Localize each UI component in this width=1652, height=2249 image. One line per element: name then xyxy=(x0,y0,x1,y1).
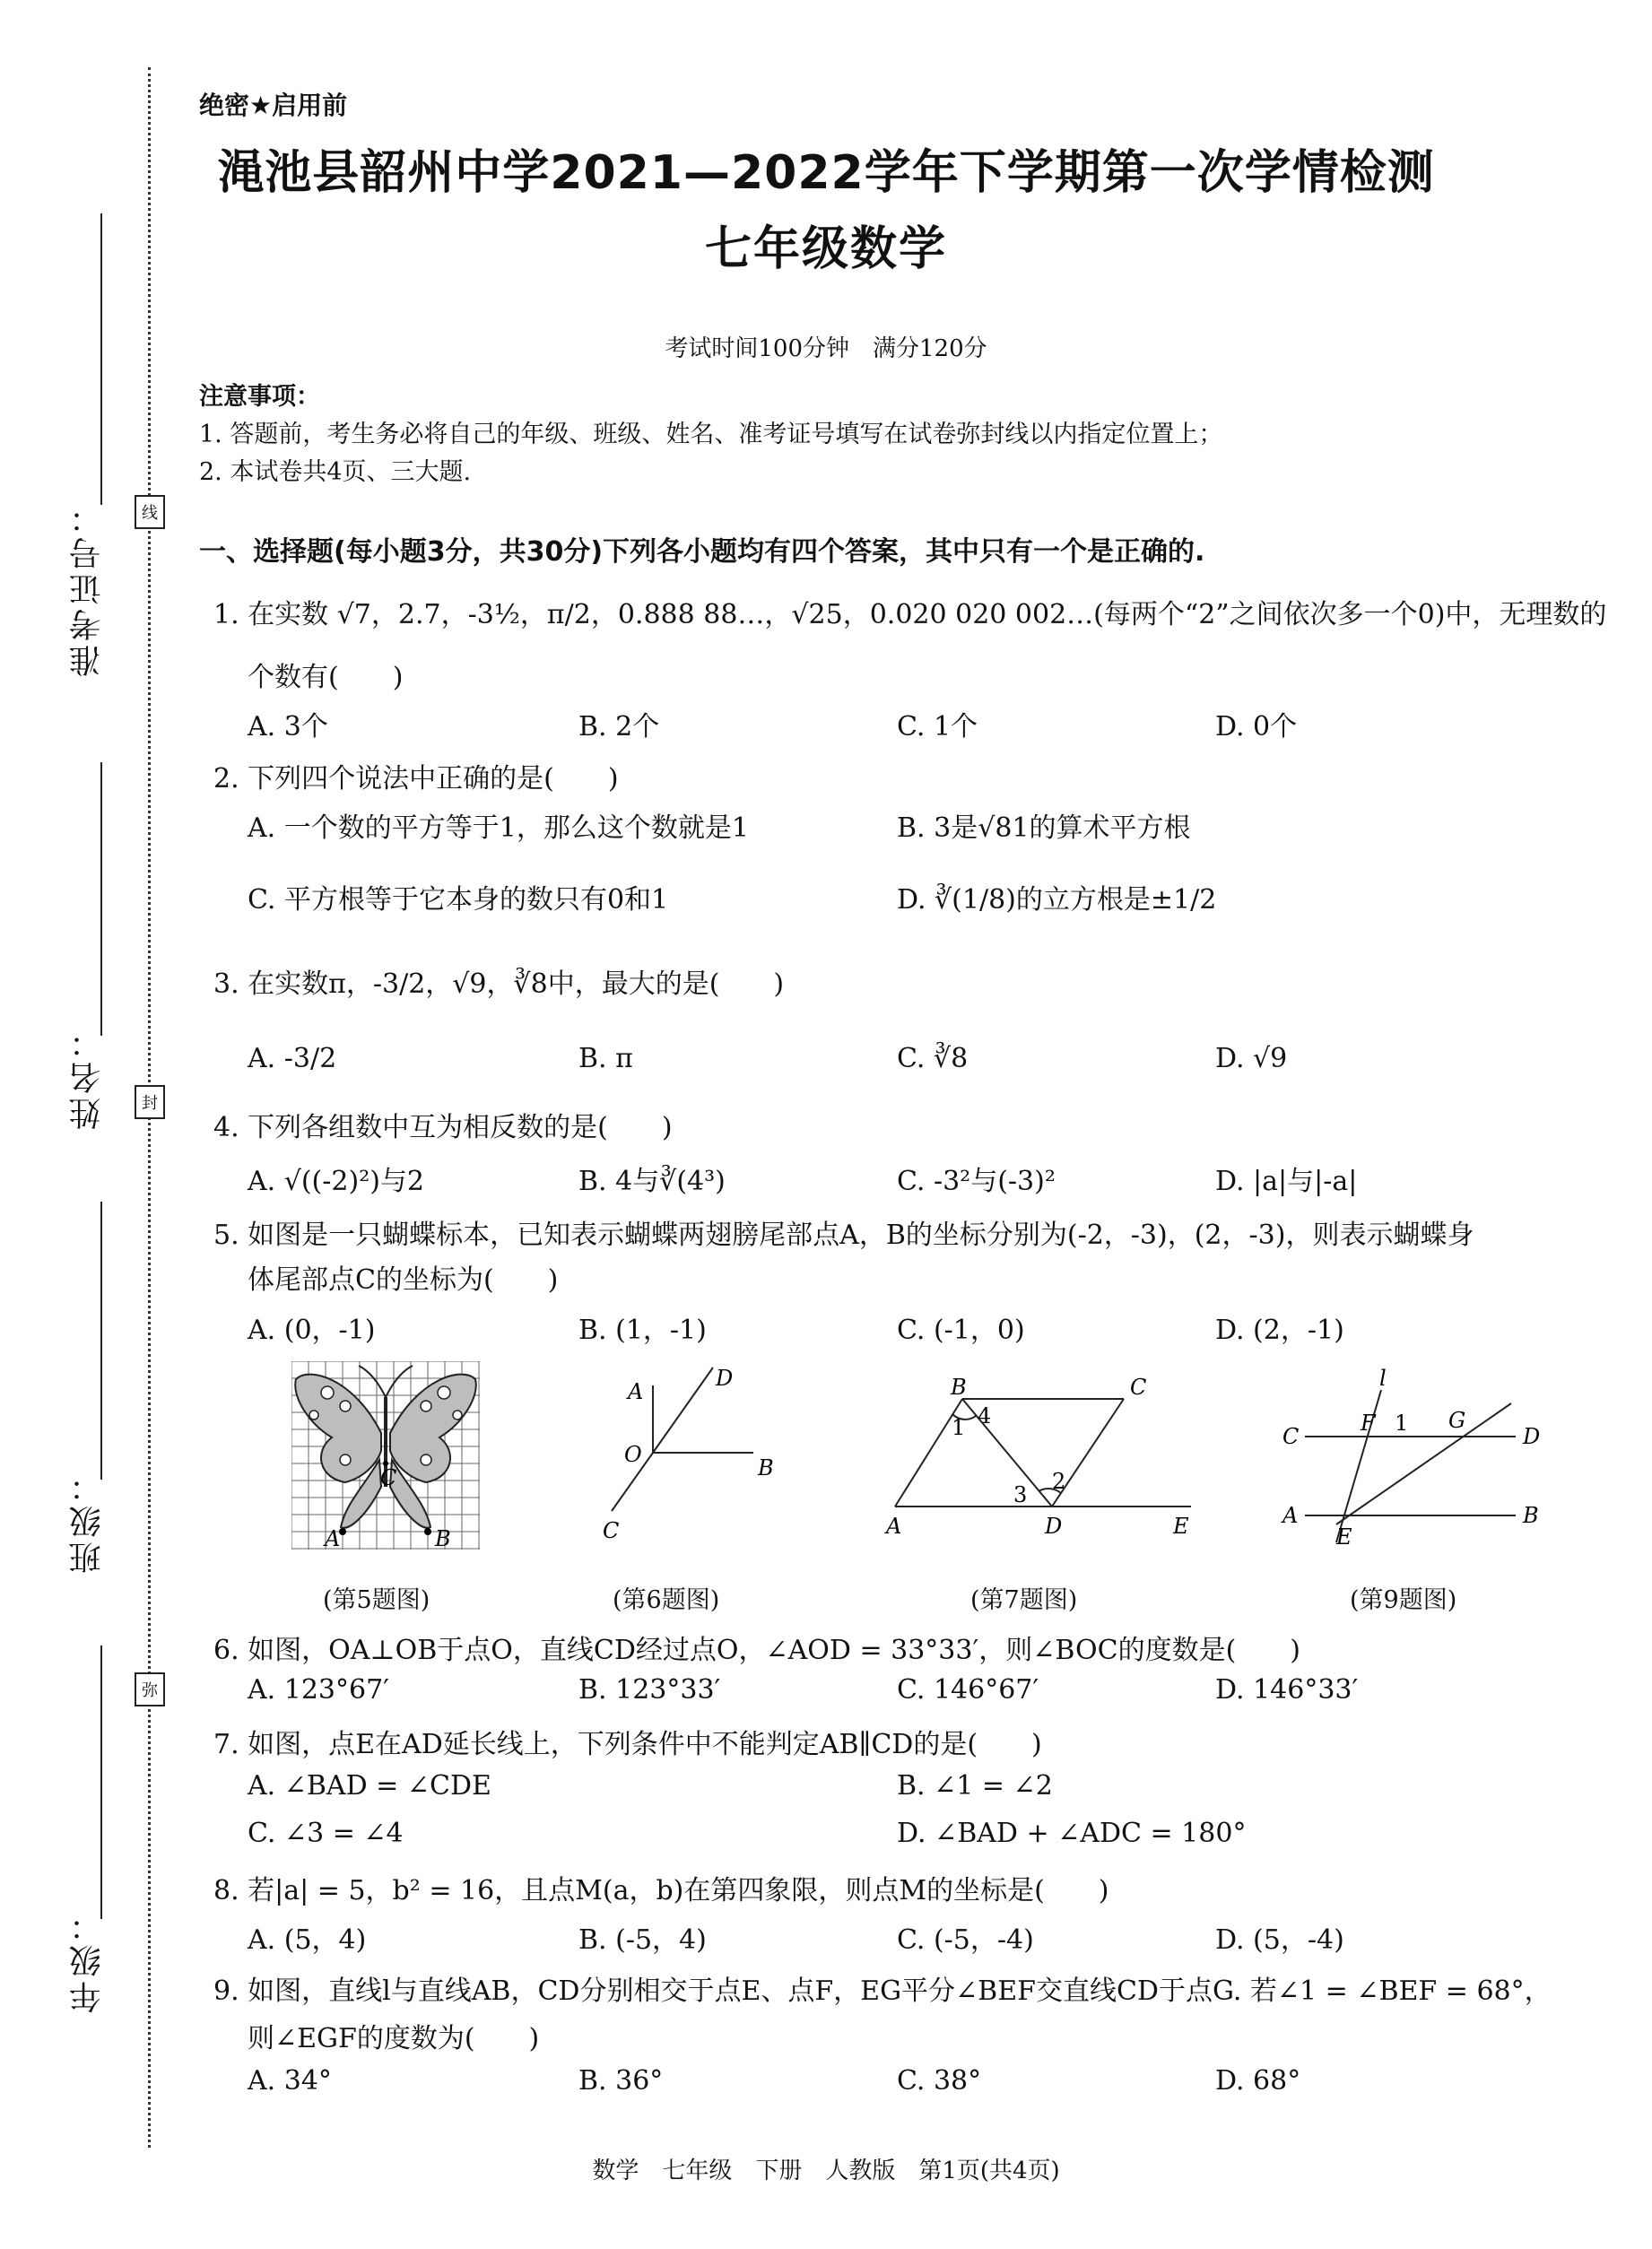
option-d[interactable]: D. |a|与|-a| xyxy=(1215,1166,1358,1197)
option-d[interactable]: D. (5，-4) xyxy=(1215,1924,1344,1956)
fig7-label: D xyxy=(1045,1514,1063,1539)
class-line[interactable] xyxy=(100,1202,102,1480)
fig7-label: 1 xyxy=(952,1415,966,1440)
fig9-label: A xyxy=(1282,1503,1299,1528)
fig9-label: l xyxy=(1379,1366,1387,1391)
page-footer: 数学 七年级 下册 人教版 第1页(共4页) xyxy=(592,2158,1060,2184)
option-b[interactable]: B. (-5，4) xyxy=(578,1924,707,1956)
option-b[interactable]: B. (1，-1) xyxy=(578,1315,707,1346)
question-stem: 8. 若|a| = 5，b² = 16，且点M(a，b)在第四象限，则点M的坐标是( ) xyxy=(213,1875,1109,1906)
option-c[interactable]: C. (-1，0) xyxy=(897,1315,1025,1346)
option-b[interactable]: B. 3是√81的算术平方根 xyxy=(897,812,1191,844)
question-stem: 个数有( ) xyxy=(248,662,404,693)
grade-line[interactable] xyxy=(100,1646,102,1919)
option-c[interactable]: C. 平方根等于它本身的数只有0和1 xyxy=(248,884,669,916)
question-stem: 体尾部点C的坐标为( ) xyxy=(248,1264,559,1296)
option-c[interactable]: C. 1个 xyxy=(897,711,978,742)
question-stem: 则∠EGF的度数为( ) xyxy=(248,2023,540,2054)
fig5-label: B xyxy=(435,1526,451,1550)
question-stem: 2. 下列四个说法中正确的是( ) xyxy=(213,763,619,795)
option-a[interactable]: A. 123°67′ xyxy=(248,1674,389,1706)
fig7-label: C xyxy=(1130,1375,1147,1400)
question-stem: 1. 在实数 √7，2.7，-3½，π/2，0.888 88…，√25，0.020 020 002…(每两个“2”之间依次多一个0)中，无理数的 xyxy=(213,599,1607,630)
name-line[interactable] xyxy=(100,762,102,1036)
option-a[interactable]: A. √((-2)²)与2 xyxy=(248,1166,425,1197)
fig7-label: 4 xyxy=(978,1403,992,1428)
fig7-label: E xyxy=(1173,1514,1189,1539)
fig7-label: A xyxy=(886,1514,902,1539)
exam-subtitle: 七年级数学 xyxy=(704,222,947,276)
option-a[interactable]: A. 34° xyxy=(248,2065,332,2097)
figure-7-caption: (第7题图) xyxy=(970,1586,1078,1614)
admission-no-label: 准考证号： xyxy=(69,498,106,677)
fig6-label: O xyxy=(624,1442,642,1467)
option-b[interactable]: B. 123°33′ xyxy=(578,1674,721,1706)
fig9-label: G xyxy=(1448,1408,1466,1433)
fig9-label: B xyxy=(1523,1503,1539,1528)
note-item: 1. 答题前，考生务必将自己的年级、班级、姓名、准考证号填写在试卷弥封线以内指定位置上； xyxy=(199,421,1223,448)
option-d[interactable]: D. ∛(1/8)的立方根是±1/2 xyxy=(897,884,1217,916)
question-stem: 7. 如图，点E在AD延长线上，下列条件中不能判定AB∥CD的是( ) xyxy=(213,1729,1042,1760)
question-stem: 4. 下列各组数中互为相反数的是( ) xyxy=(213,1112,673,1143)
fig6-label: B xyxy=(758,1455,774,1481)
fig9-label: D xyxy=(1523,1424,1541,1449)
grade-label: 年级： xyxy=(69,1906,106,2013)
class-label: 班级： xyxy=(69,1466,106,1574)
section1-heading: 一、选择题(每小题3分，共30分)下列各小题均有四个答案，其中只有一个是正确的. xyxy=(199,536,1205,568)
seal-mark-feng: 封 xyxy=(135,1085,165,1119)
option-d[interactable]: D. 0个 xyxy=(1215,711,1298,742)
fig9-label: 1 xyxy=(1395,1411,1409,1436)
secret-mark: 绝密★启用前 xyxy=(199,91,348,120)
figure-9-lines xyxy=(1274,1354,1561,1560)
fig6-label: C xyxy=(603,1518,620,1543)
question-stem: 9. 如图，直线l与直线AB，CD分别相交于点E、点F，EG平分∠BEF交直线CD于点G. 若∠1 = ∠BEF = 68°， xyxy=(213,1975,1552,2007)
option-c[interactable]: C. (-5，-4) xyxy=(897,1924,1034,1956)
option-c[interactable]: C. 38° xyxy=(897,2065,982,2097)
fig5-label: A xyxy=(325,1526,341,1550)
option-c[interactable]: C. -3²与(-3)² xyxy=(897,1166,1056,1197)
option-a[interactable]: A. 一个数的平方等于1，那么这个数就是1 xyxy=(248,812,749,844)
option-b[interactable]: B. 4与∛(4³) xyxy=(578,1166,726,1197)
fig5-label: C xyxy=(380,1465,397,1490)
notes-heading: 注意事项： xyxy=(199,383,320,411)
option-d[interactable]: D. ∠BAD + ∠ADC = 180° xyxy=(897,1818,1247,1849)
option-d[interactable]: D. √9 xyxy=(1215,1043,1288,1074)
option-b[interactable]: B. 2个 xyxy=(578,711,660,742)
figure-9-caption: (第9题图) xyxy=(1350,1586,1457,1614)
figure-6-lines xyxy=(592,1354,798,1560)
figure-5-caption: (第5题图) xyxy=(323,1586,430,1614)
name-label: 姓名： xyxy=(69,1022,106,1130)
fig7-label: 2 xyxy=(1052,1469,1066,1494)
option-c[interactable]: C. 146°67′ xyxy=(897,1674,1039,1706)
seal-mark-mi: 弥 xyxy=(135,1672,165,1706)
fig7-label: 3 xyxy=(1013,1482,1028,1507)
question-stem: 3. 在实数π，-3/2，√9，∛8中，最大的是( ) xyxy=(213,968,785,1000)
option-a[interactable]: A. -3/2 xyxy=(248,1043,337,1074)
exam-info: 考试时间100分钟 满分120分 xyxy=(665,335,987,362)
fig6-label: D xyxy=(716,1366,734,1391)
option-a[interactable]: A. (5，4) xyxy=(248,1924,367,1956)
option-b[interactable]: B. π xyxy=(578,1043,633,1074)
figure-7-parallelogram xyxy=(877,1368,1218,1547)
option-a[interactable]: A. ∠BAD = ∠CDE xyxy=(248,1770,491,1802)
question-stem: 6. 如图，OA⊥OB于点O，直线CD经过点O，∠AOD = 33°33′，则∠BOC的度数是( ) xyxy=(213,1635,1300,1666)
fig9-label: C xyxy=(1282,1424,1300,1449)
seal-mark-xian: 线 xyxy=(135,495,165,529)
fig7-label: B xyxy=(951,1375,967,1400)
option-d[interactable]: D. (2，-1) xyxy=(1215,1315,1344,1346)
option-b[interactable]: B. ∠1 = ∠2 xyxy=(897,1770,1053,1802)
option-d[interactable]: D. 146°33′ xyxy=(1215,1674,1359,1706)
exam-title: 渑池县韶州中学2021—2022学年下学期第一次学情检测 xyxy=(217,146,1435,200)
figure-6-caption: (第6题图) xyxy=(613,1586,720,1614)
fig6-label: A xyxy=(628,1379,644,1404)
option-b[interactable]: B. 36° xyxy=(578,2065,664,2097)
option-a[interactable]: A. (0，-1) xyxy=(248,1315,376,1346)
option-d[interactable]: D. 68° xyxy=(1215,2065,1301,2097)
fig9-label: F xyxy=(1361,1411,1376,1436)
option-a[interactable]: A. 3个 xyxy=(248,711,328,742)
fig9-label: E xyxy=(1336,1524,1352,1550)
option-c[interactable]: C. ∠3 = ∠4 xyxy=(248,1818,404,1849)
figure-5-butterfly xyxy=(291,1361,480,1550)
note-item: 2. 本试卷共4页、三大题. xyxy=(199,458,472,486)
option-c[interactable]: C. ∛8 xyxy=(897,1043,969,1074)
question-stem: 5. 如图是一只蝴蝶标本，已知表示蝴蝶两翅膀尾部点A，B的坐标分别为(-2，-3)，(2，-3)，则表示蝴蝶身 xyxy=(213,1220,1474,1251)
